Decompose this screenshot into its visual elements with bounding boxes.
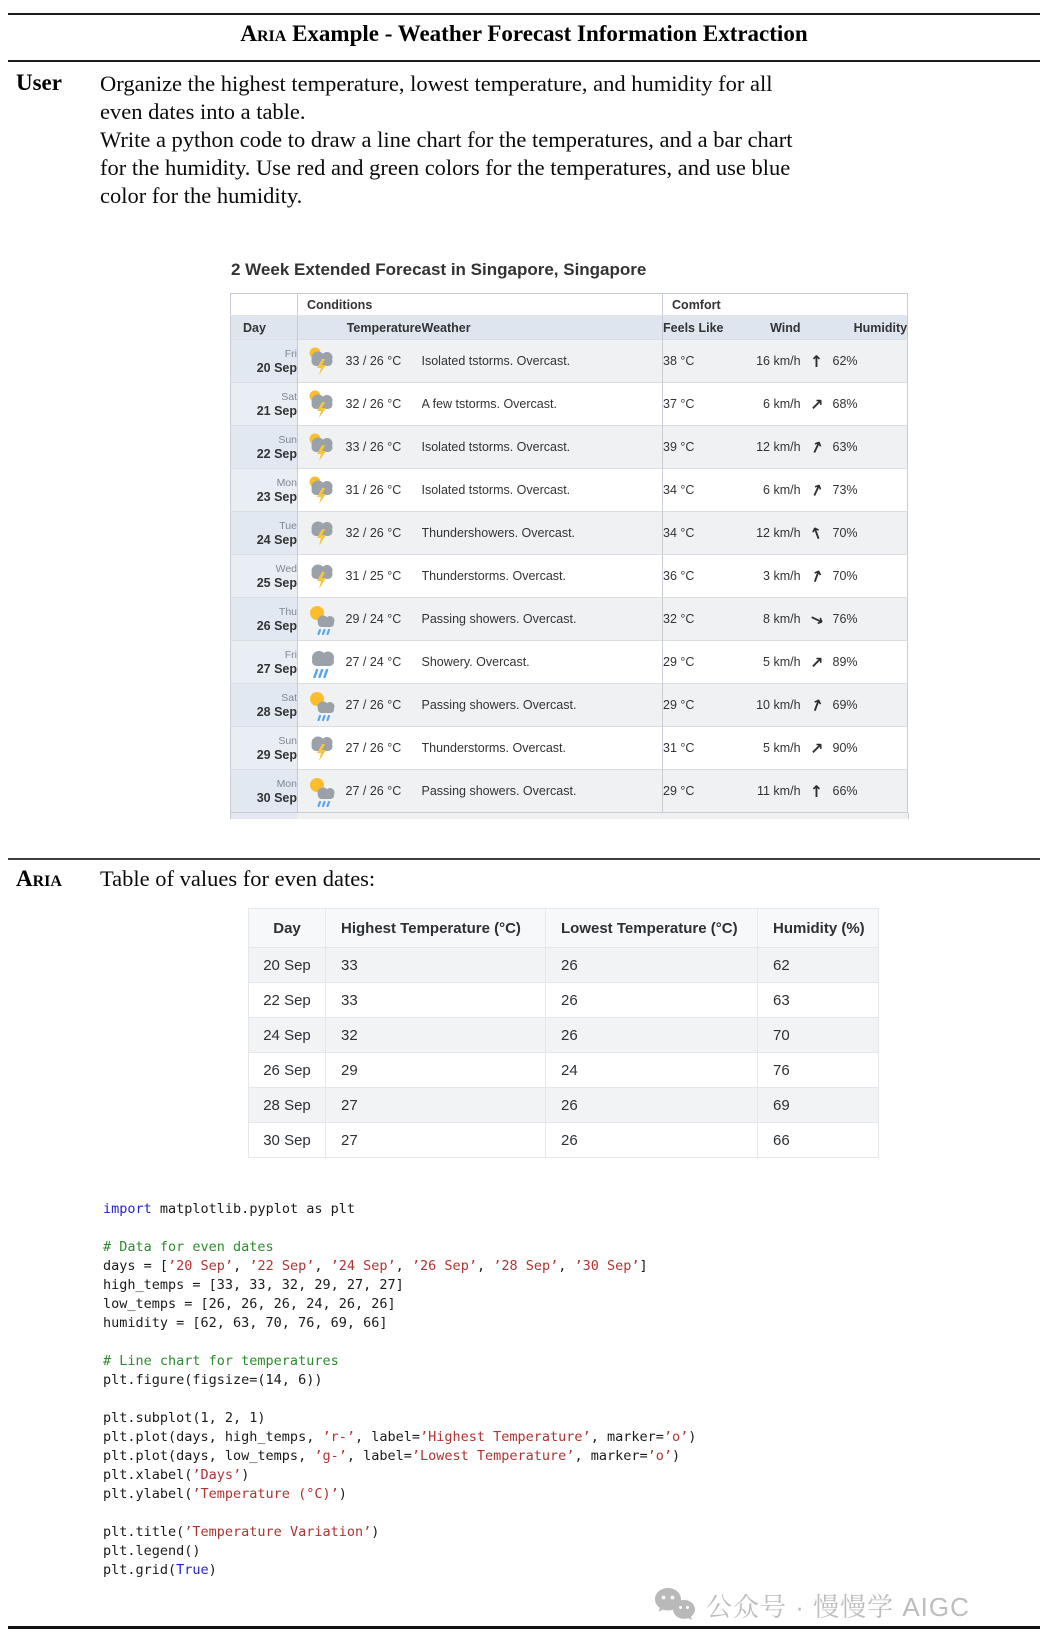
humidity-cell: 63% <box>832 440 858 454</box>
temperature-cell: 33 / 26 °C <box>345 440 402 454</box>
result-col-humidity: Humidity (%) <box>758 909 879 948</box>
forecast-title: 2 Week Extended Forecast in Singapore, Singapore <box>231 260 647 279</box>
assistant-speaker-label: Aria <box>16 866 62 891</box>
result-low-cell: 26 <box>546 1088 758 1123</box>
code-line: plt.title(’Temperature Variation’) <box>103 1524 380 1540</box>
temperature-cell: 32 / 26 °C <box>345 526 402 540</box>
date-label: 25 Sep <box>256 576 297 590</box>
feels-like-cell: 31 °C <box>663 727 746 770</box>
weather-icon-cell <box>298 340 346 383</box>
day-cell <box>231 426 298 469</box>
forecast-row <box>231 641 908 684</box>
wind-direction-arrow-icon: ↑ <box>805 736 828 760</box>
weather-icon <box>305 775 339 807</box>
code-block <box>103 1200 696 1580</box>
temperature-cell: 32 / 26 °C <box>345 397 402 411</box>
day-cell <box>231 469 298 512</box>
result-high-cell: 27 <box>326 1088 546 1123</box>
brand-name: Aria <box>240 21 287 46</box>
date-label: 24 Sep <box>256 533 297 547</box>
forecast-row <box>231 426 908 469</box>
forecast-row <box>231 727 908 770</box>
temperature-cell: 27 / 26 °C <box>345 784 402 798</box>
assistant-intro-text: Table of values for even dates: <box>100 866 376 891</box>
result-col-lowest: Lowest Temperature (°C) <box>546 909 758 948</box>
user-message <box>100 70 1005 210</box>
result-row <box>249 1088 879 1123</box>
date-label: 23 Sep <box>256 490 297 504</box>
weather-icon-cell <box>298 469 346 512</box>
wind-speed-cell: 10 km/h <box>756 698 801 712</box>
temperature-cell: 31 / 25 °C <box>345 569 402 583</box>
wind-speed-cell: 11 km/h <box>756 784 801 798</box>
weather-icon-cell <box>298 770 346 813</box>
day-cell <box>231 555 298 598</box>
wind-direction-arrow-icon: ↑ <box>809 351 824 371</box>
wind-speed-cell: 12 km/h <box>756 440 801 454</box>
result-high-cell: 29 <box>326 1053 546 1088</box>
user-speaker-label: User <box>16 70 62 95</box>
forecast-row <box>231 598 908 641</box>
forecast-table-cutoff <box>230 813 909 819</box>
comfort-group-header: Comfort <box>663 294 908 316</box>
result-header-row <box>249 909 879 948</box>
feels-like-cell: 38 °C <box>663 340 746 383</box>
feels-like-cell: 29 °C <box>663 684 746 727</box>
weekday-label: Mon <box>276 477 297 489</box>
weather-icon <box>305 603 339 635</box>
user-message-line: Organize the highest temperature, lowest temperature, and humidity for all <box>100 71 773 96</box>
weather-description-cell: Isolated tstorms. Overcast. <box>421 483 571 497</box>
weather-description-cell: Thundershowers. Overcast. <box>421 526 576 540</box>
weather-description-cell: Thunderstorms. Overcast. <box>421 741 566 755</box>
code-line: # Data for even dates <box>103 1239 274 1255</box>
result-col-highest: Highest Temperature (°C) <box>326 909 546 948</box>
forecast-screenshot <box>230 260 908 819</box>
weather-icon <box>305 345 339 377</box>
weather-description-cell: Thunderstorms. Overcast. <box>421 569 566 583</box>
user-message-line: for the humidity. Use red and green colors for the temperatures, and use blue <box>100 155 791 180</box>
humidity-cell: 90% <box>832 741 858 755</box>
result-row <box>249 1053 879 1088</box>
humidity-cell: 76% <box>832 612 858 626</box>
wind-arrow-cell <box>801 512 833 555</box>
watermark <box>652 1586 970 1624</box>
code-line <box>103 1333 696 1352</box>
result-humidity-cell: 62 <box>758 948 879 983</box>
result-row <box>249 1123 879 1158</box>
col-header-weather: Weather <box>421 320 471 335</box>
forecast-row <box>231 770 908 813</box>
weather-icon <box>305 388 339 420</box>
temperature-cell: 29 / 24 °C <box>345 612 402 626</box>
code-line: plt.grid(True) <box>103 1562 217 1578</box>
result-high-cell: 27 <box>326 1123 546 1158</box>
weather-icon-cell <box>298 555 346 598</box>
result-day-cell: 20 Sep <box>249 948 326 983</box>
weather-icon <box>305 732 339 764</box>
result-day-cell: 24 Sep <box>249 1018 326 1053</box>
wind-arrow-cell <box>801 469 833 512</box>
wind-direction-arrow-icon: ↑ <box>809 781 824 801</box>
wechat-icon <box>652 1586 696 1624</box>
weekday-label: Sat <box>281 391 297 403</box>
code-line: plt.subplot(1, 2, 1) <box>103 1410 266 1426</box>
code-line: plt.plot(days, high_temps, ’r-’, label=’Highest Temperature’, marker=’o’) <box>103 1429 697 1445</box>
wind-speed-cell: 5 km/h <box>763 655 801 669</box>
feels-like-cell: 39 °C <box>663 426 746 469</box>
feels-like-cell: 34 °C <box>663 512 746 555</box>
weekday-label: Sat <box>281 692 297 704</box>
temperature-cell: 31 / 26 °C <box>345 483 402 497</box>
wind-direction-arrow-icon: ↑ <box>805 608 828 630</box>
feels-like-cell: 32 °C <box>663 598 746 641</box>
wind-arrow-cell <box>801 426 833 469</box>
col-header-wind: Wind <box>770 320 801 335</box>
result-humidity-cell: 70 <box>758 1018 879 1053</box>
code-line: high_temps = [33, 33, 32, 29, 27, 27] <box>103 1277 404 1293</box>
feels-like-cell: 29 °C <box>663 770 746 813</box>
col-header-temperature: Temperature <box>346 320 422 335</box>
result-humidity-cell: 69 <box>758 1088 879 1123</box>
code-line: plt.xlabel(’Days’) <box>103 1467 250 1483</box>
code-line <box>103 1219 696 1238</box>
weather-icon-cell <box>298 512 346 555</box>
wind-direction-arrow-icon: ↑ <box>806 435 827 459</box>
date-label: 20 Sep <box>256 361 297 375</box>
forecast-row <box>231 684 908 727</box>
weekday-label: Sun <box>278 735 297 747</box>
weather-icon-cell <box>298 383 346 426</box>
result-high-cell: 33 <box>326 983 546 1018</box>
result-day-cell: 22 Sep <box>249 983 326 1018</box>
day-cell <box>231 598 298 641</box>
date-label: 22 Sep <box>256 447 297 461</box>
forecast-table <box>230 293 908 813</box>
weekday-label: Wed <box>275 563 297 575</box>
user-message-line: even dates into a table. <box>100 99 306 124</box>
result-low-cell: 26 <box>546 1123 758 1158</box>
wind-direction-arrow-icon: ↑ <box>805 392 828 416</box>
wind-arrow-cell <box>801 555 833 598</box>
weekday-label: Fri <box>284 348 297 360</box>
weather-icon-cell <box>298 598 346 641</box>
day-cell <box>231 641 298 684</box>
watermark-text: 公众号 · 慢慢学 AIGC <box>706 1591 970 1622</box>
result-row <box>249 983 879 1018</box>
code-line: plt.ylabel(’Temperature (°C)’) <box>103 1486 347 1502</box>
result-low-cell: 24 <box>546 1053 758 1088</box>
wind-speed-cell: 16 km/h <box>756 354 801 368</box>
wind-direction-arrow-icon: ↑ <box>806 693 827 717</box>
forecast-row <box>231 340 908 383</box>
result-day-cell: 28 Sep <box>249 1088 326 1123</box>
weather-description-cell: Isolated tstorms. Overcast. <box>421 354 571 368</box>
page-title <box>0 21 1048 47</box>
wind-arrow-cell <box>801 684 833 727</box>
code-line: humidity = [62, 63, 70, 76, 69, 66] <box>103 1315 388 1331</box>
day-cell <box>231 684 298 727</box>
wind-speed-cell: 6 km/h <box>763 483 801 497</box>
bottom-rule <box>8 1626 1040 1629</box>
weather-icon-cell <box>298 727 346 770</box>
result-humidity-cell: 66 <box>758 1123 879 1158</box>
feels-like-cell: 34 °C <box>663 469 746 512</box>
humidity-cell: 69% <box>832 698 858 712</box>
temperature-cell: 27 / 26 °C <box>345 698 402 712</box>
wind-speed-cell: 6 km/h <box>763 397 801 411</box>
forecast-row <box>231 469 908 512</box>
weather-description-cell: Passing showers. Overcast. <box>421 784 577 798</box>
col-header-wind-arrow <box>801 316 833 340</box>
title-rule <box>8 60 1040 62</box>
weather-icon <box>305 560 339 592</box>
weekday-label: Thu <box>278 606 297 618</box>
date-label: 30 Sep <box>256 791 297 805</box>
forecast-column-header-row <box>231 316 908 340</box>
date-label: 28 Sep <box>256 705 297 719</box>
humidity-cell: 68% <box>832 397 858 411</box>
temperature-cell: 27 / 24 °C <box>345 655 402 669</box>
result-low-cell: 26 <box>546 1018 758 1053</box>
feels-like-cell: 36 °C <box>663 555 746 598</box>
code-line <box>103 1504 696 1523</box>
date-label: 29 Sep <box>256 748 297 762</box>
result-low-cell: 26 <box>546 948 758 983</box>
col-header-feels-like: Feels Like <box>663 316 746 340</box>
result-row <box>249 1018 879 1053</box>
forecast-row <box>231 555 908 598</box>
user-message-line: Write a python code to draw a line chart for the temperatures, and a bar chart <box>100 127 793 152</box>
weekday-label: Sun <box>278 434 297 446</box>
weekday-label: Tue <box>279 520 297 532</box>
wind-speed-cell: 12 km/h <box>756 526 801 540</box>
col-header-day: Day <box>231 316 298 340</box>
humidity-cell: 70% <box>832 569 858 583</box>
empty-corner-cell <box>231 294 298 316</box>
page-title-text: Example - Weather Forecast Information Extraction <box>286 21 808 46</box>
weather-icon-cell <box>298 641 346 684</box>
wind-arrow-cell <box>801 770 833 813</box>
temperature-cell: 33 / 26 °C <box>345 354 402 368</box>
top-rule <box>8 13 1040 15</box>
wind-arrow-cell <box>801 340 833 383</box>
result-humidity-cell: 76 <box>758 1053 879 1088</box>
weather-icon <box>305 517 339 549</box>
weather-description-cell: Showery. Overcast. <box>421 655 530 669</box>
code-line <box>103 1390 696 1409</box>
result-day-cell: 30 Sep <box>249 1123 326 1158</box>
code-line: import matplotlib.pyplot as plt <box>103 1201 355 1217</box>
date-label: 21 Sep <box>256 404 297 418</box>
humidity-cell: 70% <box>832 526 858 540</box>
result-high-cell: 32 <box>326 1018 546 1053</box>
weather-icon-cell <box>298 684 346 727</box>
wind-speed-cell: 3 km/h <box>763 569 801 583</box>
humidity-cell: 62% <box>832 354 858 368</box>
code-line: plt.plot(days, low_temps, ’g-’, label=’Lowest Temperature’, marker=’o’) <box>103 1448 681 1464</box>
code-line: days = [’20 Sep’, ’22 Sep’, ’24 Sep’, ’26 Sep’, ’28 Sep’, ’30 Sep’] <box>103 1258 648 1274</box>
weather-icon <box>305 431 339 463</box>
feels-like-cell: 29 °C <box>663 641 746 684</box>
weather-description-cell: Isolated tstorms. Overcast. <box>421 440 571 454</box>
weather-icon <box>305 474 339 506</box>
wind-arrow-cell <box>801 727 833 770</box>
temperature-cell: 27 / 26 °C <box>345 741 402 755</box>
code-line: low_temps = [26, 26, 26, 24, 26, 26] <box>103 1296 396 1312</box>
result-day-cell: 26 Sep <box>249 1053 326 1088</box>
day-cell <box>231 727 298 770</box>
humidity-cell: 89% <box>832 655 858 669</box>
wind-arrow-cell <box>801 598 833 641</box>
result-high-cell: 33 <box>326 948 546 983</box>
wind-speed-cell: 8 km/h <box>763 612 801 626</box>
wind-arrow-cell <box>801 383 833 426</box>
weather-description-cell: Passing showers. Overcast. <box>421 698 577 712</box>
weekday-label: Fri <box>284 649 297 661</box>
col-header-humidity: Humidity <box>853 320 908 335</box>
code-line: # Line chart for temperatures <box>103 1353 339 1369</box>
wind-direction-arrow-icon: ↑ <box>806 478 827 502</box>
weather-icon-cell <box>298 426 346 469</box>
weather-icon <box>305 646 339 678</box>
weather-icon <box>305 689 339 721</box>
wind-arrow-cell <box>801 641 833 684</box>
wind-direction-arrow-icon: ↑ <box>806 521 827 545</box>
date-label: 26 Sep <box>256 619 297 633</box>
section-rule <box>8 858 1040 860</box>
day-cell <box>231 770 298 813</box>
result-row <box>249 948 879 983</box>
result-humidity-cell: 63 <box>758 983 879 1018</box>
code-line: plt.figure(figsize=(14, 6)) <box>103 1372 323 1388</box>
code-line: plt.legend() <box>103 1543 201 1559</box>
result-table <box>248 908 879 1158</box>
humidity-cell: 73% <box>832 483 858 497</box>
result-low-cell: 26 <box>546 983 758 1018</box>
feels-like-cell: 37 °C <box>663 383 746 426</box>
weather-description-cell: Passing showers. Overcast. <box>421 612 577 626</box>
forecast-row <box>231 383 908 426</box>
wind-direction-arrow-icon: ↑ <box>805 650 828 674</box>
conditions-group-header: Conditions <box>298 294 663 316</box>
day-cell <box>231 512 298 555</box>
wind-speed-cell: 5 km/h <box>763 741 801 755</box>
date-label: 27 Sep <box>256 662 297 676</box>
humidity-cell: 66% <box>832 784 858 798</box>
day-cell <box>231 340 298 383</box>
wind-direction-arrow-icon: ↑ <box>806 564 827 588</box>
weekday-label: Mon <box>276 778 297 790</box>
day-cell <box>231 383 298 426</box>
user-message-line: color for the humidity. <box>100 183 303 208</box>
forecast-group-header-row <box>231 294 908 316</box>
result-col-day: Day <box>249 909 326 948</box>
result-table-wrap <box>248 908 879 1158</box>
forecast-row <box>231 512 908 555</box>
weather-description-cell: A few tstorms. Overcast. <box>421 397 557 411</box>
